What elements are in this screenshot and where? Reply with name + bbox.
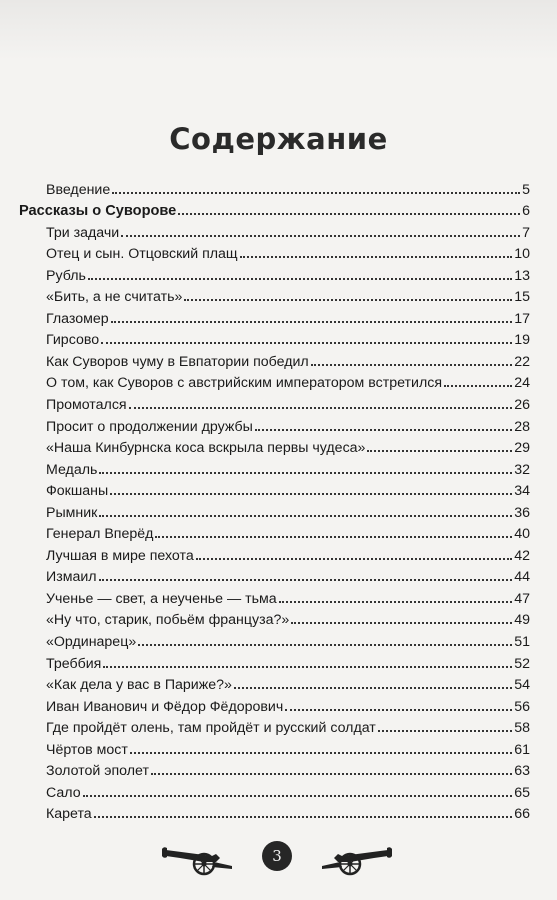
dot-leader xyxy=(151,773,512,775)
toc-page-number: 52 xyxy=(514,655,530,672)
toc-page-number: 15 xyxy=(514,289,530,306)
table-of-contents xyxy=(19,176,530,823)
toc-entry[interactable] xyxy=(46,801,530,823)
toc-entry-title: Генерал Вперёд xyxy=(46,526,154,543)
toc-entry-title: Просит о продолжении дружбы xyxy=(46,418,253,435)
toc-entry-title: Треббия xyxy=(46,655,102,672)
toc-entry[interactable] xyxy=(46,628,530,650)
toc-entry[interactable] xyxy=(46,779,530,801)
toc-entry[interactable] xyxy=(46,585,530,607)
dot-leader xyxy=(99,472,512,474)
dot-leader xyxy=(99,579,513,581)
toc-entry-title: Как Суворов чуму в Евпатории победил xyxy=(46,353,309,370)
toc-page-number: 6 xyxy=(522,203,530,220)
toc-entry-title: Золотой эполет xyxy=(46,763,149,780)
dot-leader xyxy=(111,321,513,323)
toc-entry-title: Где пройдёт олень, там пройдёт и русский солдат xyxy=(46,720,376,737)
dot-leader xyxy=(311,364,513,366)
dot-leader xyxy=(378,730,512,732)
toc-entry-title: Промотался xyxy=(46,397,127,414)
page-title: Содержание xyxy=(169,122,388,156)
toc-entry[interactable] xyxy=(46,262,530,284)
toc-entry[interactable] xyxy=(46,693,530,715)
dot-leader xyxy=(110,493,512,495)
page-footer xyxy=(0,836,557,880)
toc-entry-title: Рассказы о Суворове xyxy=(19,203,177,220)
toc-entry[interactable] xyxy=(46,478,530,500)
toc-entry[interactable] xyxy=(46,305,530,327)
toc-entry-title: Измаил xyxy=(46,569,97,586)
toc-page-number: 40 xyxy=(514,526,530,543)
toc-entry-title: «Ну что, старик, побьём француза?» xyxy=(46,612,290,629)
dot-leader xyxy=(279,601,513,603)
dot-leader xyxy=(138,644,512,646)
toc-page-number: 36 xyxy=(514,504,530,521)
dot-leader xyxy=(103,666,512,668)
toc-entry[interactable] xyxy=(46,241,530,263)
toc-page-number: 44 xyxy=(514,569,530,586)
toc-entry[interactable] xyxy=(46,607,530,629)
toc-entry[interactable] xyxy=(46,499,530,521)
toc-entry-title: Рубль xyxy=(46,267,86,284)
dot-leader xyxy=(291,622,512,624)
page-number: 3 xyxy=(262,841,292,871)
toc-entry[interactable] xyxy=(46,564,530,586)
toc-page-number: 34 xyxy=(514,483,530,500)
dot-leader xyxy=(129,407,513,409)
dot-leader xyxy=(155,536,512,538)
toc-entry[interactable] xyxy=(46,758,530,780)
toc-page-number: 29 xyxy=(514,440,530,457)
toc-page-number: 26 xyxy=(514,397,530,414)
dot-leader xyxy=(99,515,512,517)
page-edge-shadow xyxy=(0,0,557,60)
toc-page-number: 65 xyxy=(514,784,530,801)
toc-entry-title: Ученье — свет, а неученье — тьма xyxy=(46,590,277,607)
dot-leader xyxy=(255,429,512,431)
toc-entry-title: Медаль xyxy=(46,461,98,478)
toc-entry-title: «Ординарец» xyxy=(46,634,137,651)
dot-leader xyxy=(240,256,513,258)
toc-page-number: 10 xyxy=(514,246,530,263)
toc-page-number: 61 xyxy=(514,741,530,758)
cannon-icon xyxy=(160,836,236,876)
toc-entry-title: Отец и сын. Отцовский плащ xyxy=(46,246,238,263)
toc-entry[interactable] xyxy=(46,650,530,672)
toc-page-number: 5 xyxy=(522,181,530,198)
dot-leader xyxy=(83,795,513,797)
toc-entry-title: Введение xyxy=(46,181,111,198)
toc-entry[interactable] xyxy=(46,736,530,758)
dot-leader xyxy=(130,752,512,754)
toc-entry[interactable] xyxy=(46,456,530,478)
dot-leader xyxy=(94,816,513,818)
dot-leader xyxy=(101,342,512,344)
toc-page-number: 19 xyxy=(514,332,530,349)
dot-leader xyxy=(196,558,512,560)
dot-leader xyxy=(444,385,512,387)
toc-page-number: 22 xyxy=(514,353,530,370)
toc-entry-title: Фокшаны xyxy=(46,483,109,500)
dot-leader xyxy=(88,278,512,280)
toc-entry[interactable] xyxy=(46,413,530,435)
toc-entry-title: Сало xyxy=(46,784,81,801)
toc-entry[interactable] xyxy=(46,715,530,737)
toc-entry-title: Глазомер xyxy=(46,310,109,327)
toc-entry[interactable] xyxy=(46,370,530,392)
toc-entry-title: «Наша Кинбурнска коса вскрыла первы чудеса» xyxy=(46,440,366,457)
toc-entry-title: Карета xyxy=(46,806,92,823)
toc-page-number: 47 xyxy=(514,590,530,607)
toc-page-number: 32 xyxy=(514,461,530,478)
toc-entry-title: О том, как Суворов с австрийским императором встретился xyxy=(46,375,443,392)
toc-entry[interactable] xyxy=(46,219,530,241)
toc-entry[interactable] xyxy=(46,176,530,198)
dot-leader xyxy=(178,213,520,215)
toc-page-number: 17 xyxy=(514,310,530,327)
toc-entry[interactable] xyxy=(46,391,530,413)
toc-entry-title: Чёртов мост xyxy=(46,741,128,758)
cannon-icon xyxy=(318,836,394,876)
dot-leader xyxy=(234,687,512,689)
toc-page-number: 7 xyxy=(522,224,530,241)
toc-entry[interactable] xyxy=(46,542,530,564)
toc-entry-title: Три задачи xyxy=(46,224,120,241)
dot-leader xyxy=(367,450,512,452)
toc-entry-title: «Как дела у вас в Париже?» xyxy=(46,677,232,694)
toc-entry-title: Лучшая в мире пехота xyxy=(46,547,194,564)
toc-entry-title: «Бить, а не считать» xyxy=(46,289,183,306)
toc-page-number: 63 xyxy=(514,763,530,780)
toc-page-number: 66 xyxy=(514,806,530,823)
toc-entry[interactable] xyxy=(46,672,530,694)
dot-leader xyxy=(112,192,520,194)
toc-entry[interactable] xyxy=(46,521,530,543)
toc-entry[interactable] xyxy=(46,435,530,457)
toc-page-number: 42 xyxy=(514,547,530,564)
toc-page-number: 13 xyxy=(514,267,530,284)
toc-page-number: 28 xyxy=(514,418,530,435)
toc-section-heading[interactable] xyxy=(19,198,530,220)
dot-leader xyxy=(285,709,512,711)
toc-entry[interactable] xyxy=(46,284,530,306)
toc-page-number: 49 xyxy=(514,612,530,629)
toc-entry[interactable] xyxy=(46,327,530,349)
toc-page-number: 58 xyxy=(514,720,530,737)
dot-leader xyxy=(121,235,520,237)
toc-entry-title: Иван Иванович и Фёдор Фёдорович xyxy=(46,698,284,715)
toc-entry-title: Рымник xyxy=(46,504,98,521)
toc-entry-title: Гирсово xyxy=(46,332,100,349)
toc-page-number: 56 xyxy=(514,698,530,715)
toc-page-number: 24 xyxy=(514,375,530,392)
toc-entry[interactable] xyxy=(46,348,530,370)
toc-page-number: 54 xyxy=(514,677,530,694)
dot-leader xyxy=(184,299,512,301)
toc-page-number: 51 xyxy=(514,634,530,651)
